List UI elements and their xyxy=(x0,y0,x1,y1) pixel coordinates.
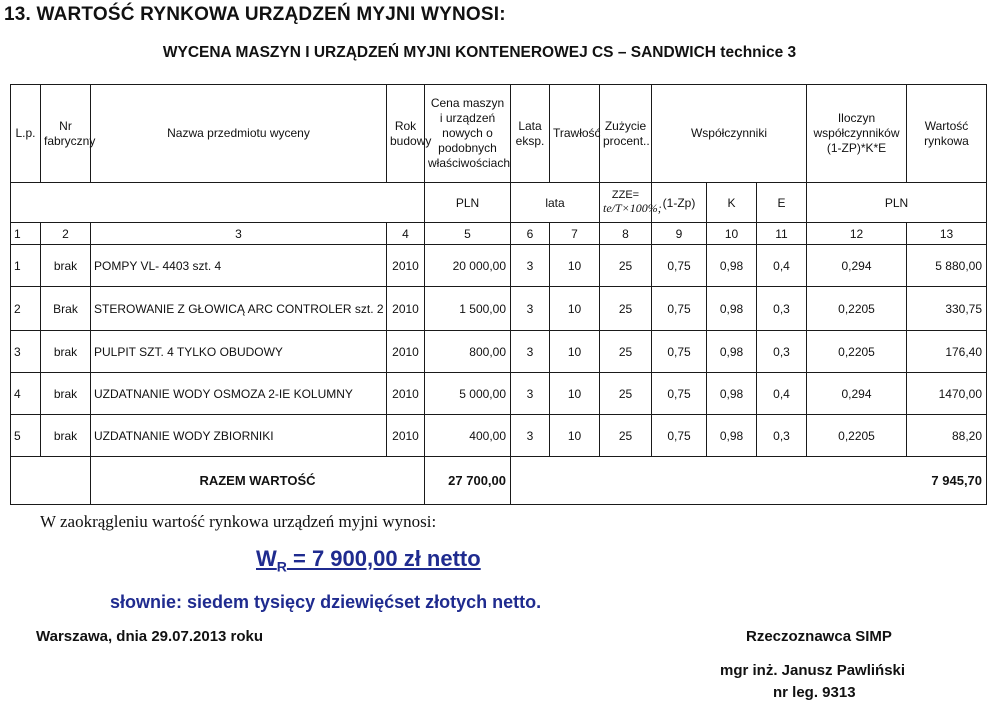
zze-expression: te/T×100%; xyxy=(603,201,662,215)
col-header-nr: Nr fabryczny xyxy=(41,85,91,183)
cell-k: 0,98 xyxy=(707,287,757,331)
signer-name: mgr inż. Janusz Pawliński xyxy=(720,662,906,679)
col-number: 2 xyxy=(41,223,91,245)
cell-iloczyn: 0,294 xyxy=(807,245,907,287)
cell-value: 88,20 xyxy=(907,415,987,457)
cell-zuzycie: 25 xyxy=(600,373,652,415)
cell-nr: brak xyxy=(41,373,91,415)
units-blank xyxy=(11,183,425,223)
cell-lp: 4 xyxy=(11,373,41,415)
cell-name: PULPIT SZT. 4 TYLKO OBUDOWY xyxy=(91,331,387,373)
cell-lp: 2 xyxy=(11,287,41,331)
unit-e: E xyxy=(757,183,807,223)
cell-name: UZDATNANIE WODY OSMOZA 2-IE KOLUMNY xyxy=(91,373,387,415)
cell-value: 330,75 xyxy=(907,287,987,331)
wr-amount: = 7 900,00 zł netto xyxy=(286,546,481,571)
wr-symbol: W xyxy=(256,546,277,571)
cell-nr: brak xyxy=(41,331,91,373)
unit-k: K xyxy=(707,183,757,223)
signer-registration: nr leg. 9313 xyxy=(773,684,856,701)
table-row xyxy=(11,415,987,457)
cell-nr: Brak xyxy=(41,287,91,331)
cell-iloczyn: 0,294 xyxy=(807,373,907,415)
cell-rok: 2010 xyxy=(387,245,425,287)
cell-price: 1 500,00 xyxy=(425,287,511,331)
cell-lata: 3 xyxy=(511,245,550,287)
col-number: 1 xyxy=(11,223,41,245)
signer-organization: Rzeczoznawca SIMP xyxy=(746,628,892,645)
cell-zuzycie: 25 xyxy=(600,331,652,373)
unit-zp: (1-Zp) xyxy=(652,183,707,223)
col-number: 7 xyxy=(550,223,600,245)
cell-nr: brak xyxy=(41,245,91,287)
cell-k: 0,98 xyxy=(707,331,757,373)
cell-value: 5 880,00 xyxy=(907,245,987,287)
zze-label: ZZE= xyxy=(611,189,640,201)
rounding-statement: W zaokrągleniu wartość rynkowa urządzeń myjni wynosi: xyxy=(40,512,437,531)
section-heading: 13. WARTOŚĆ RYNKOWA URZĄDZEŃ MYJNI WYNOSI: xyxy=(4,4,506,25)
cell-trwalosc: 10 xyxy=(550,331,600,373)
value-in-words: słownie: siedem tysięcy dziewięćset złotych netto. xyxy=(110,592,542,612)
cell-zuzycie: 25 xyxy=(600,287,652,331)
cell-zuzycie: 25 xyxy=(600,415,652,457)
table-row xyxy=(11,331,987,373)
col-header-iloczyn: Iloczyn współczynników (1-ZP)*K*E xyxy=(807,85,907,183)
col-number: 3 xyxy=(91,223,387,245)
cell-e: 0,3 xyxy=(757,415,807,457)
cell-trwalosc: 10 xyxy=(550,245,600,287)
col-number: 5 xyxy=(425,223,511,245)
cell-rok: 2010 xyxy=(387,415,425,457)
cell-lp: 3 xyxy=(11,331,41,373)
cell-value: 1470,00 xyxy=(907,373,987,415)
col-header-lp: L.p. xyxy=(11,85,41,183)
cell-zp: 0,75 xyxy=(652,245,707,287)
unit-lata: lata xyxy=(511,183,600,223)
col-header-zuzycie: Zużycie procent.. xyxy=(600,85,652,183)
unit-zze-formula xyxy=(600,183,662,223)
cell-price: 800,00 xyxy=(425,331,511,373)
cell-iloczyn: 0,2205 xyxy=(807,415,907,457)
table-row xyxy=(11,245,987,287)
unit-pln: PLN xyxy=(425,183,511,223)
rounded-value xyxy=(256,546,481,574)
col-header-rok: Rok budowy xyxy=(387,85,425,183)
total-label: RAZEM WARTOŚĆ xyxy=(91,457,425,505)
cell-price: 20 000,00 xyxy=(425,245,511,287)
col-number: 8 xyxy=(600,223,652,245)
col-number: 9 xyxy=(652,223,707,245)
cell-e: 0,3 xyxy=(757,331,807,373)
cell-iloczyn: 0,2205 xyxy=(807,331,907,373)
cell-zp: 0,75 xyxy=(652,331,707,373)
wr-subscript: R xyxy=(276,558,287,575)
cell-price: 400,00 xyxy=(425,415,511,457)
cell-lata: 3 xyxy=(511,373,550,415)
unit-pln-value: PLN xyxy=(807,183,987,223)
col-header-lata: Lata eksp. xyxy=(511,85,550,183)
place-and-date: Warszawa, dnia 29.07.2013 roku xyxy=(36,628,264,645)
cell-trwalosc: 10 xyxy=(550,287,600,331)
header-row xyxy=(11,85,987,183)
table-row xyxy=(11,373,987,415)
col-number: 13 xyxy=(907,223,987,245)
cell-zp: 0,75 xyxy=(652,373,707,415)
cell-name: UZDATNANIE WODY ZBIORNIKI xyxy=(91,415,387,457)
col-number: 6 xyxy=(511,223,550,245)
cell-nr: brak xyxy=(41,415,91,457)
cell-trwalosc: 10 xyxy=(550,415,600,457)
cell-e: 0,4 xyxy=(757,373,807,415)
col-number: 12 xyxy=(807,223,907,245)
cell-rok: 2010 xyxy=(387,287,425,331)
cell-lp: 1 xyxy=(11,245,41,287)
col-header-wspolczynniki: Współczynniki xyxy=(652,85,807,183)
cell-e: 0,4 xyxy=(757,245,807,287)
col-number: 4 xyxy=(387,223,425,245)
table-title: WYCENA MASZYN I URZĄDZEŃ MYJNI KONTENEROWEJ CS – SANDWICH technice 3 xyxy=(162,44,797,61)
cell-e: 0,3 xyxy=(757,287,807,331)
cell-lata: 3 xyxy=(511,287,550,331)
cell-price: 5 000,00 xyxy=(425,373,511,415)
cell-trwalosc: 10 xyxy=(550,373,600,415)
cell-name: POMPY VL- 4403 szt. 4 xyxy=(91,245,387,287)
cell-iloczyn: 0,2205 xyxy=(807,287,907,331)
cell-lata: 3 xyxy=(511,331,550,373)
col-number: 11 xyxy=(757,223,807,245)
col-number: 10 xyxy=(707,223,757,245)
column-numbers-row xyxy=(11,223,987,245)
col-header-trwalosc: Trawłość xyxy=(550,85,600,183)
col-header-wartosc: Wartość rynkowa xyxy=(907,85,987,183)
cell-rok: 2010 xyxy=(387,331,425,373)
table-row xyxy=(11,287,987,331)
total-blank xyxy=(11,457,91,505)
col-header-name: Nazwa przedmiotu wyceny xyxy=(91,85,387,183)
valuation-table xyxy=(10,84,987,505)
col-header-cena: Cena maszyn i urządzeń nowych o podobnych właściwościach xyxy=(425,85,511,183)
cell-lata: 3 xyxy=(511,415,550,457)
cell-zp: 0,75 xyxy=(652,415,707,457)
cell-value: 176,40 xyxy=(907,331,987,373)
total-price: 27 700,00 xyxy=(425,457,511,505)
cell-k: 0,98 xyxy=(707,245,757,287)
total-row xyxy=(11,457,987,505)
cell-rok: 2010 xyxy=(387,373,425,415)
units-row xyxy=(11,183,987,223)
total-value: 7 945,70 xyxy=(511,457,987,505)
cell-zuzycie: 25 xyxy=(600,245,652,287)
cell-k: 0,98 xyxy=(707,373,757,415)
cell-k: 0,98 xyxy=(707,415,757,457)
cell-lp: 5 xyxy=(11,415,41,457)
cell-zp: 0,75 xyxy=(652,287,707,331)
cell-name: STEROWANIE Z GŁOWICĄ ARC CONTROLER szt. 2 xyxy=(91,287,387,331)
